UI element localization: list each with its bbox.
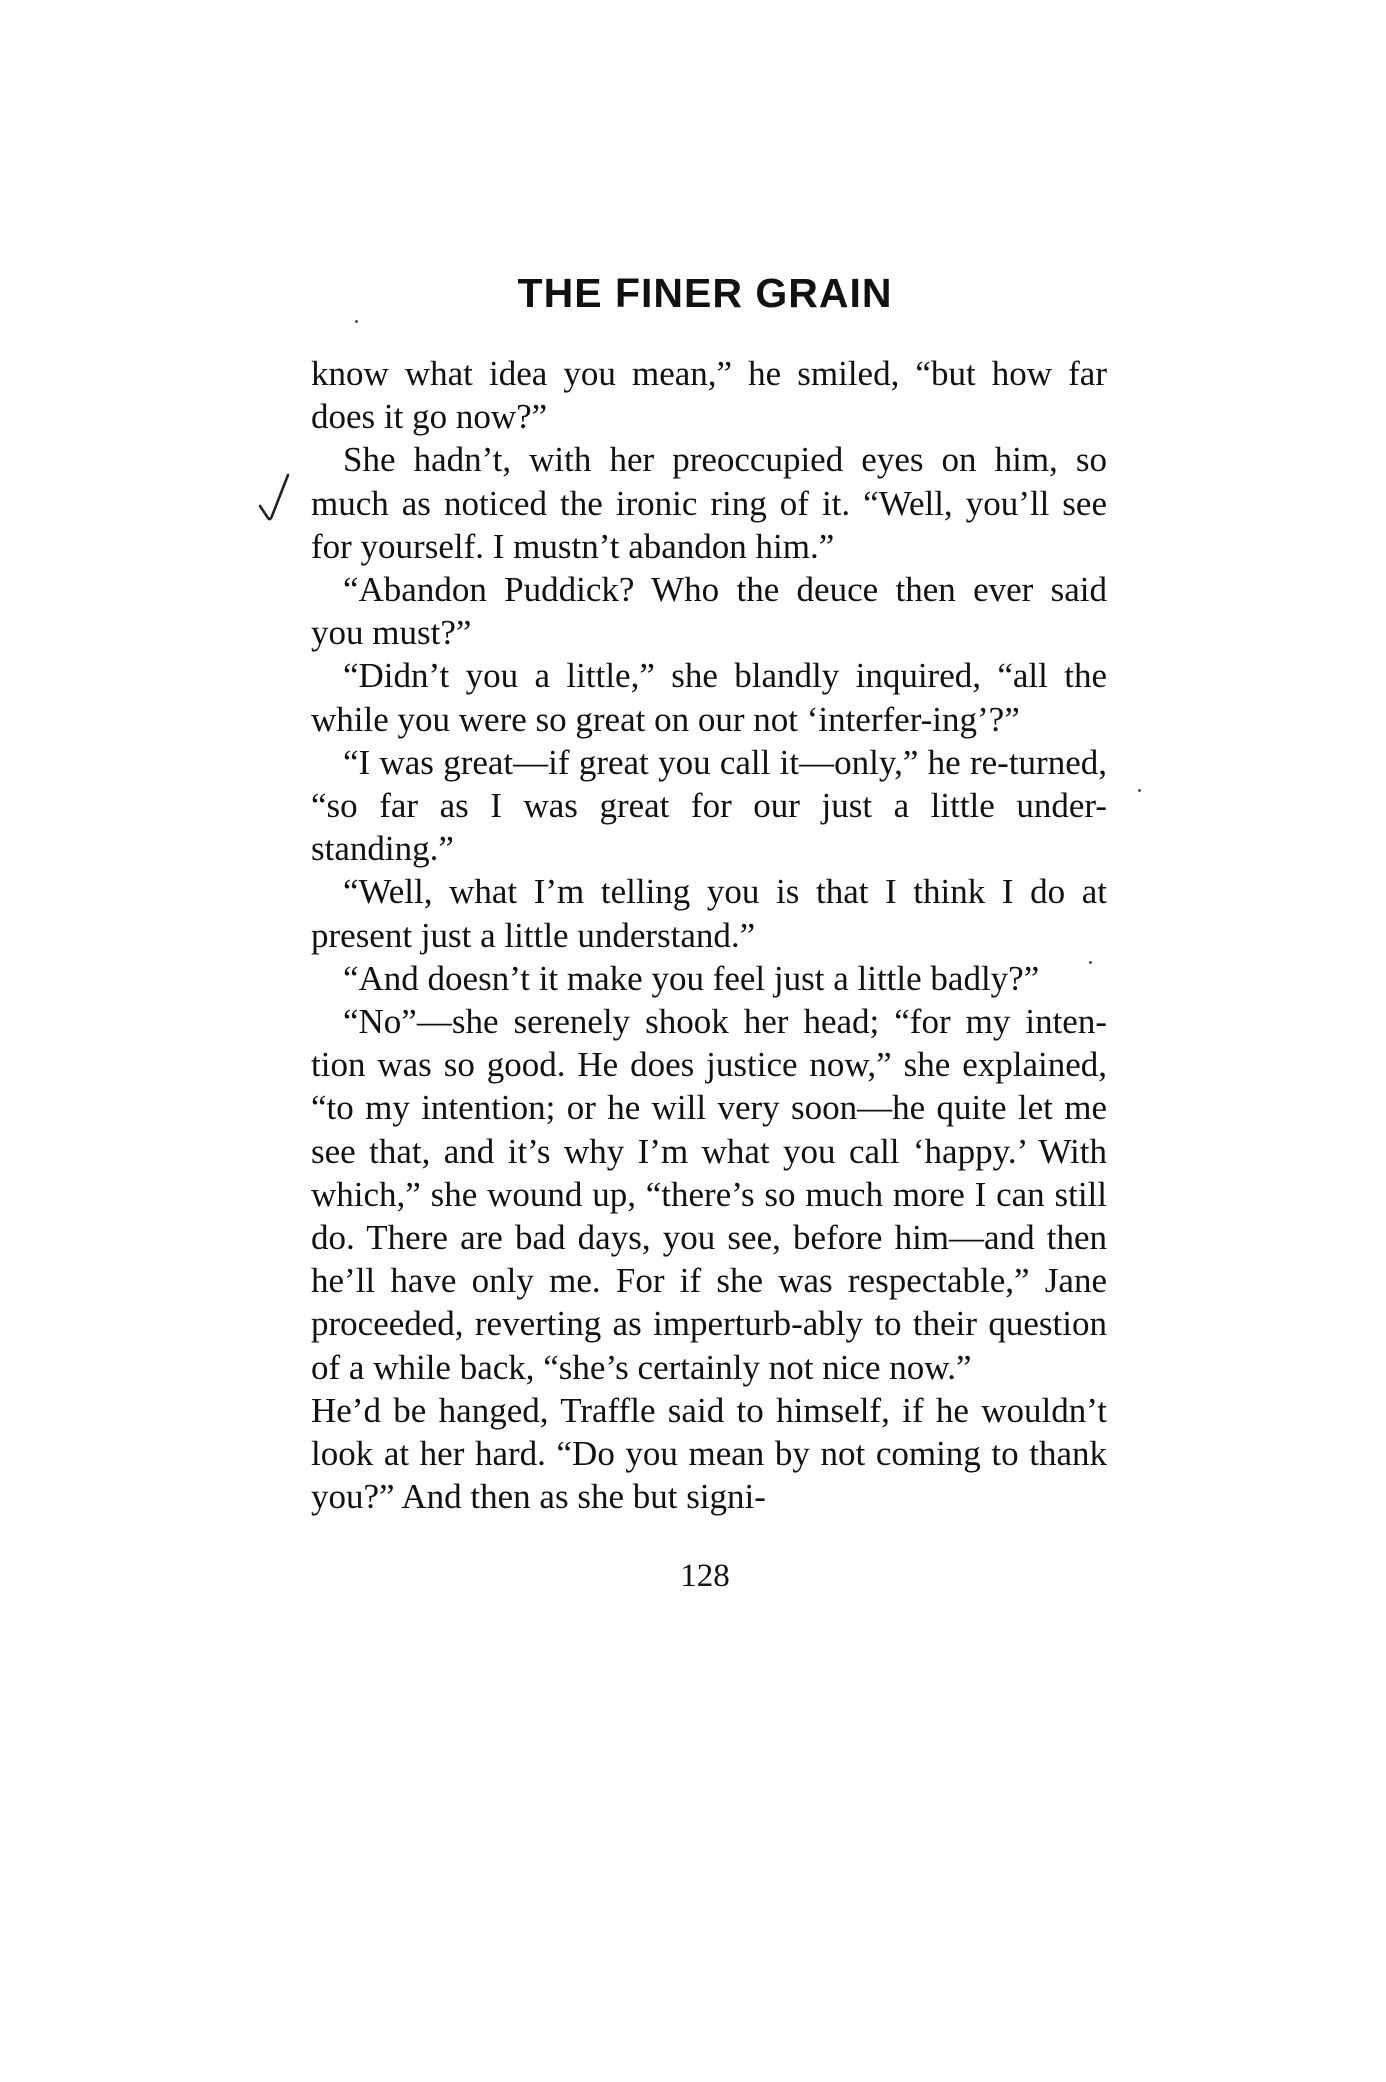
scan-speck bbox=[1089, 961, 1092, 964]
paragraph: “I was great—if great you call it—only,” he re-turned, “so far as I was great for our just a little under-standing.” bbox=[311, 742, 1107, 869]
paragraph: know what idea you mean,” he smiled, “but how far does it go now?” bbox=[311, 354, 1107, 437]
body-text bbox=[311, 352, 1107, 1518]
paragraph: “Well, what I’m telling you is that I think I do at present just a little understand.” bbox=[311, 872, 1107, 955]
scan-speck bbox=[1138, 789, 1141, 792]
paragraph: “Abandon Puddick? Who the deuce then ever said you must?” bbox=[311, 570, 1107, 653]
paragraph: “And doesn’t it make you feel just a little badly?” bbox=[343, 958, 1040, 998]
paragraph: “No”—she serenely shook her head; “for my inten-tion was so good. He does justice now,” she explained, “to my intention; or he will very soon—he quite let me see that, and it’s why I’m what you call ‘happy.’ With which,” she wound up, “there’s so much more I can still do. There are bad days, you see, before him—and then he’ll have only me. For if she was respectable,” Jane proceeded, reverting as imperturb-ably to their question of a while back, “she’s certainly not nice now.” bbox=[311, 1002, 1107, 1387]
scan-speck bbox=[355, 320, 358, 323]
paragraph: He’d be hanged, Traffle said to himself, if he wouldn’t look at her hard. “Do you mean by not coming to thank you?” And then as she but signi- bbox=[311, 1390, 1107, 1517]
paragraph: She hadn’t, with her preoccupied eyes on him, so much as noticed the ironic ring of it. “Well, you’ll see for yourself. I mustn’t abandon him.” bbox=[311, 440, 1107, 566]
page-number: 128 bbox=[680, 1558, 730, 1594]
checkmark-icon bbox=[257, 472, 291, 528]
running-head: THE FINER GRAIN bbox=[517, 270, 893, 316]
paragraph: “Didn’t you a little,” she blandly inquired, “all the while you were so great on our not ‘interfer-ing’?” bbox=[311, 656, 1107, 739]
